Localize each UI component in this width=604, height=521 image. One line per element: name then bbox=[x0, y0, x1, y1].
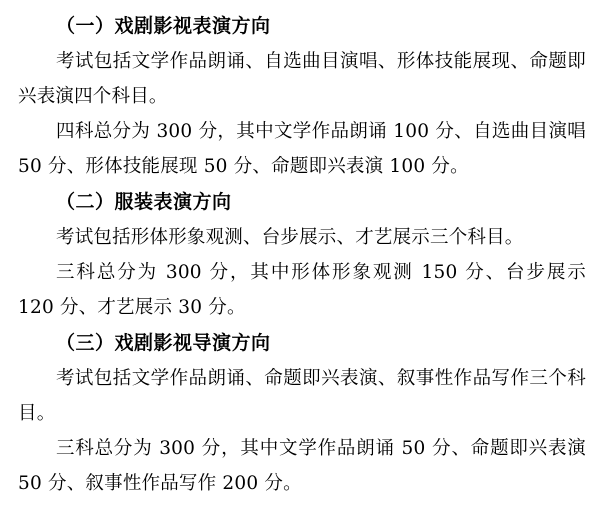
section-heading-2: （二）服装表演方向 bbox=[56, 191, 232, 213]
section-3-paragraph-1: 考试包括文学作品朗诵、命题即兴表演、叙事性作品写作三个科目。 bbox=[18, 368, 586, 424]
section-heading-1: （一）戏剧影视表演方向 bbox=[56, 15, 271, 37]
section-1-paragraph-2: 四科总分为 300 分，其中文学作品朗诵 100 分、自选曲目演唱 50 分、形体技能展现 50 分、命题即兴表演 100 分。 bbox=[18, 121, 586, 177]
section-2-paragraph-2: 三科总分为 300 分，其中形体形象观测 150 分、台步展示 120 分、才艺展示 30 分。 bbox=[18, 262, 586, 318]
section-1-paragraph-1: 考试包括文学作品朗诵、自选曲目演唱、形体技能展现、命题即兴表演四个科目。 bbox=[18, 51, 586, 107]
section-heading-3: （三）戏剧影视导演方向 bbox=[56, 332, 271, 354]
section-3-paragraph-2: 三科总分为 300 分，其中文学作品朗诵 50 分、命题即兴表演 50 分、叙事性作品写作 200 分。 bbox=[18, 438, 586, 494]
section-2-paragraph-1: 考试包括形体形象观测、台步展示、才艺展示三个科目。 bbox=[56, 227, 524, 248]
